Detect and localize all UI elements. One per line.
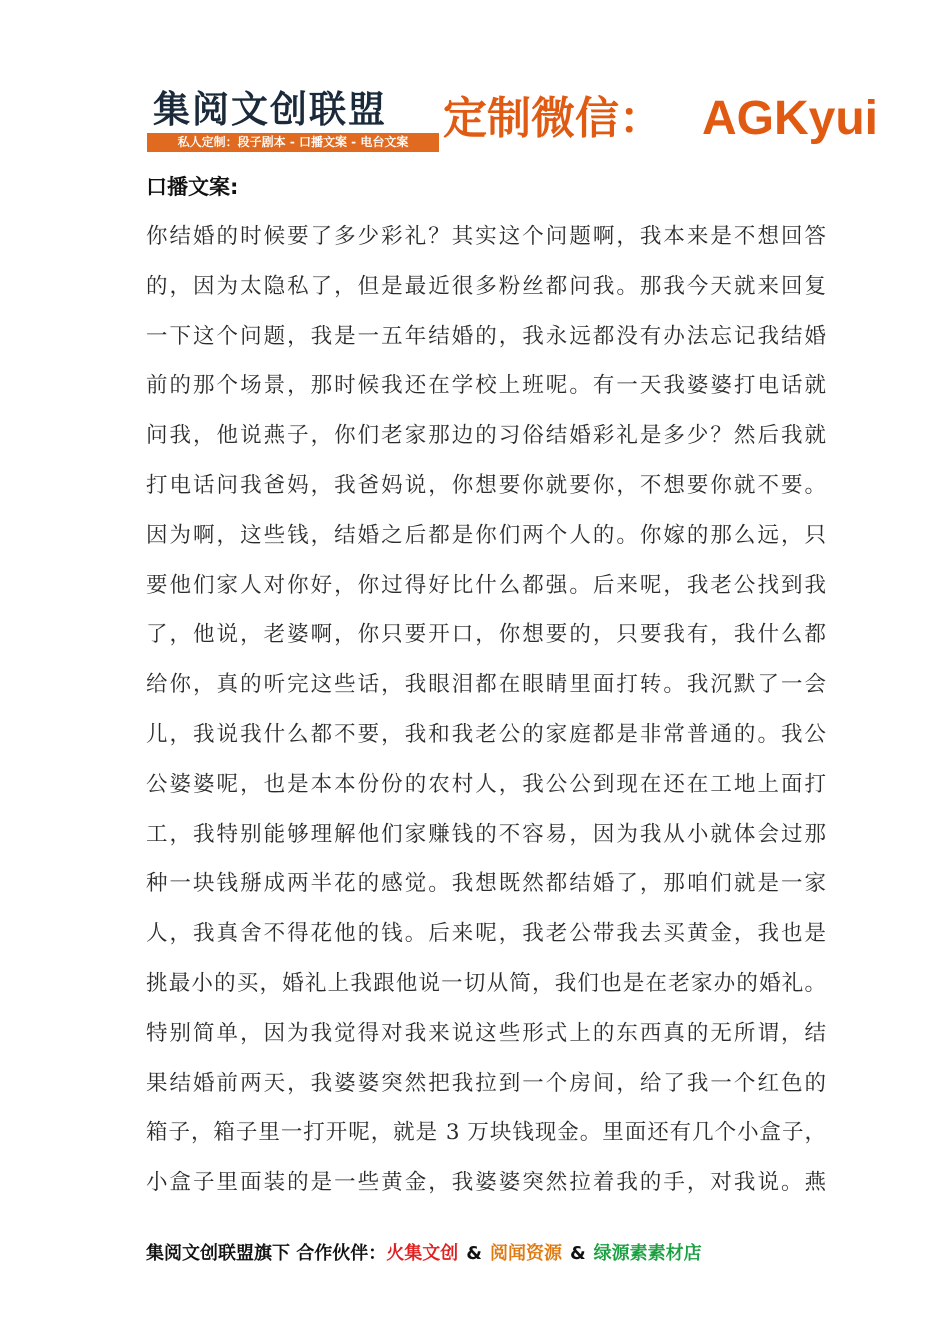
body-line: 箱子，箱子里一打开呢，就是 3 万块钱现金。里面还有几个小盒子，: [146, 1120, 826, 1146]
header-banner: [147, 86, 887, 154]
body-line: 一下这个问题，我是一五年结婚的，我永远都没有办法忘记我结婚: [146, 323, 826, 349]
partner-link-2: 阅闻资源: [489, 1243, 562, 1264]
footer-ampersand: &: [466, 1243, 482, 1264]
body-line: 儿，我说我什么都不要，我和我老公的家庭都是非常普通的。我公: [146, 721, 826, 747]
wechat-label: 定制微信：: [443, 93, 663, 144]
body-line: 小盒子里面装的是一些黄金，我婆婆突然拉着我的手，对我说。燕: [146, 1170, 826, 1196]
partner-link-3: 绿源素素材店: [593, 1243, 702, 1264]
body-line: 挑最小的买，婚礼上我跟他说一切从简，我们也是在老家办的婚礼。: [146, 970, 826, 996]
body-line: 公婆婆呢，也是本本份份的农村人，我公公到现在还在工地上面打: [146, 771, 826, 797]
body-line: 你结婚的时候要了多少彩礼？其实这个问题啊，我本来是不想回答: [146, 224, 826, 249]
script-body: [146, 217, 826, 1213]
wechat-id: AGKyui: [702, 92, 879, 145]
body-line: 前的那个场景，那时候我还在学校上班呢。有一天我婆婆打电话就: [146, 373, 826, 399]
body-line: 的，因为太隐私了，但是最近很多粉丝都问我。那我今天就来回复: [146, 273, 826, 299]
body-line: 种一块钱掰成两半花的感觉。我想既然都结婚了，那咱们就是一家: [146, 871, 826, 897]
footer-partners: [146, 1240, 702, 1268]
body-line: 了，他说，老婆啊，你只要开口，你想要的，只要我有，我什么都: [146, 622, 826, 648]
body-line: 给你，真的听完这些话，我眼泪都在眼睛里面打转。我沉默了一会: [146, 672, 826, 698]
brand-name: 集阅文创联盟: [153, 88, 387, 131]
footer-ampersand: &: [569, 1243, 586, 1264]
body-line: 打电话问我爸妈，我爸妈说，你想要你就要你，不想要你就不要。: [146, 472, 826, 498]
body-line: 特别简单，因为我觉得对我来说这些形式上的东西真的无所谓，结: [146, 1020, 826, 1046]
footer-prefix: 集阅文创联盟旗下 合作伙伴：: [146, 1243, 387, 1264]
body-line: 因为啊，这些钱，结婚之后都是你们两个人的。你嫁的那么远，只: [146, 522, 826, 548]
body-line: 工，我特别能够理解他们家赚钱的不容易，因为我从小就体会过那: [146, 821, 826, 847]
partner-link-1: 火集文创: [386, 1243, 459, 1264]
body-line: 问我，他说燕子，你们老家那边的习俗结婚彩礼是多少？然后我就: [146, 423, 826, 449]
body-line: 果结婚前两天，我婆婆突然把我拉到一个房间，给了我一个红色的: [146, 1070, 826, 1096]
body-line: 要他们家人对你好，你过得好比什么都强。后来呢，我老公找到我: [146, 572, 826, 598]
body-line: 人，我真舍不得花他的钱。后来呢，我老公带我去买黄金，我也是: [146, 921, 826, 947]
section-title: 口播文案:: [146, 175, 239, 199]
brand-tagline: 私人定制：段子剧本 - 口播文案 - 电台文案: [147, 133, 439, 152]
brand-logo: [147, 86, 439, 154]
